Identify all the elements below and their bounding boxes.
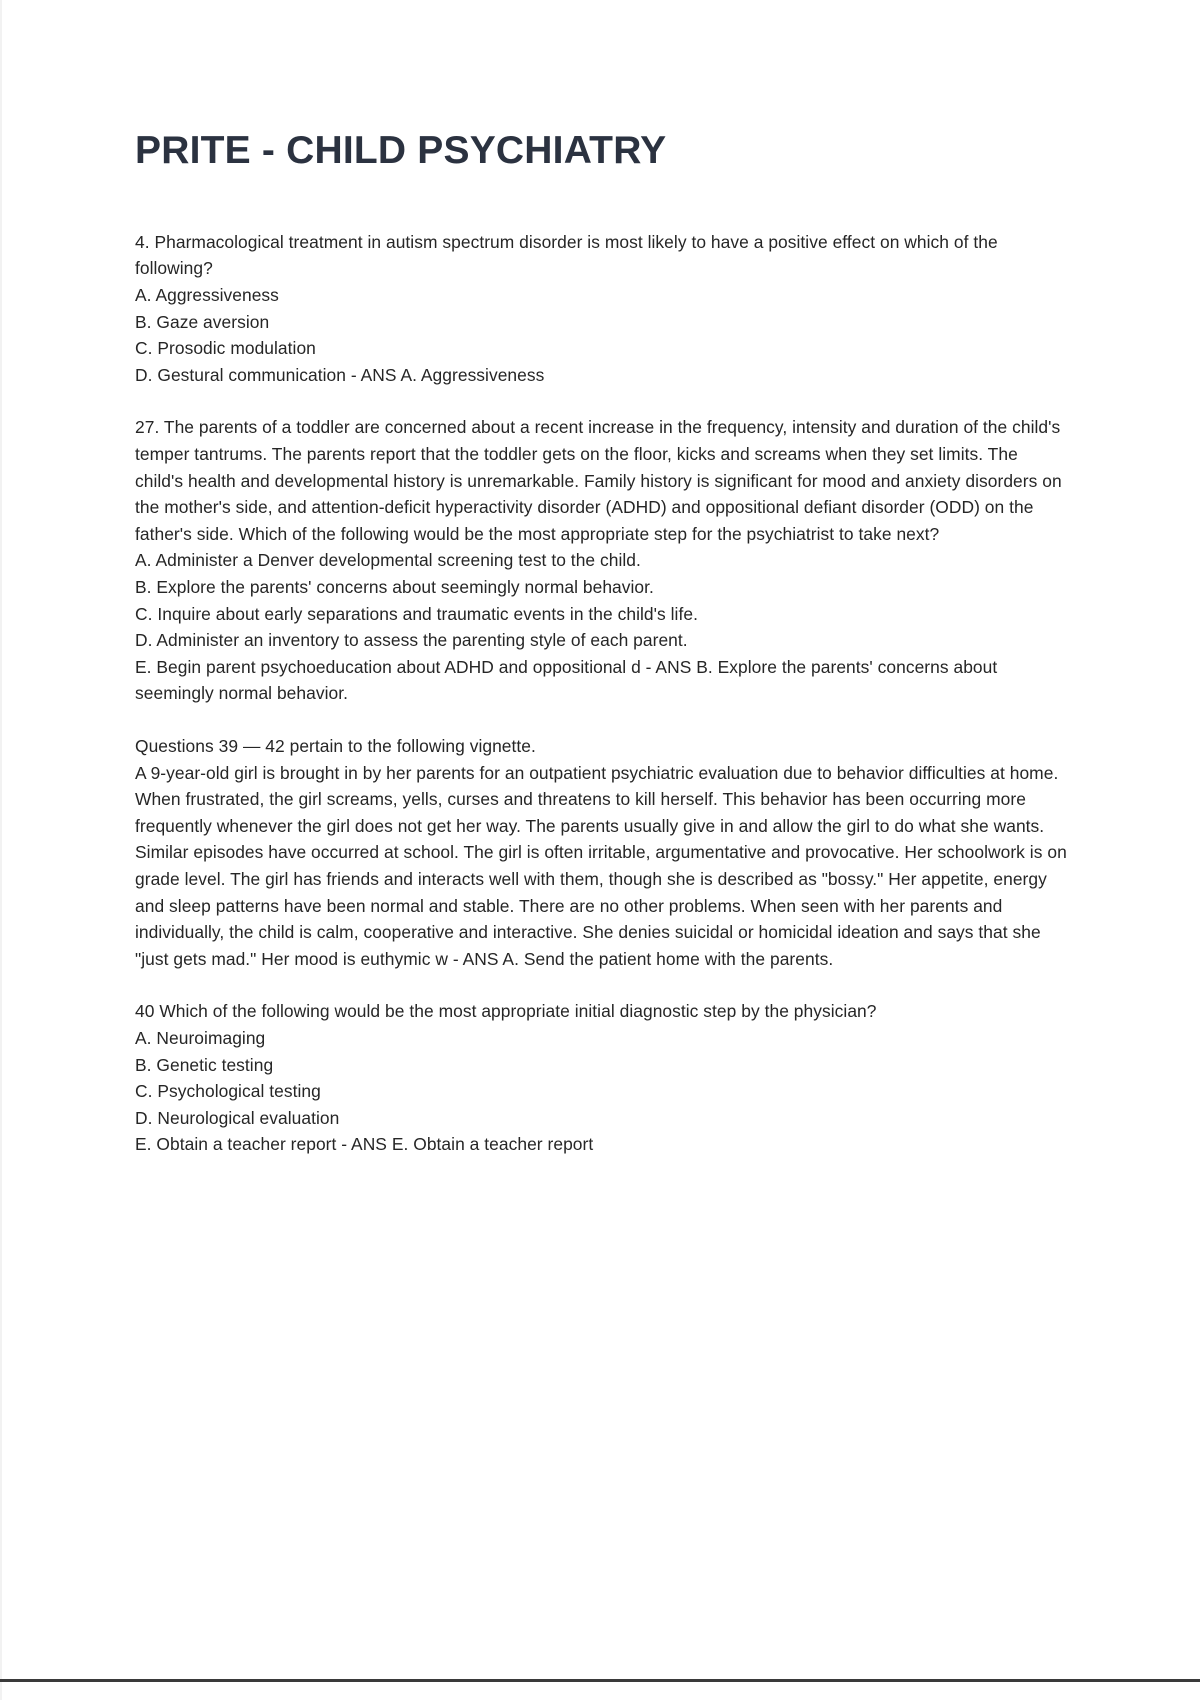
question-stem: 40 Which of the following would be the most appropriate initial diagnostic step by the physician? (135, 1001, 877, 1022)
answer-option-c: C. Inquire about early separations and traumatic events in the child's life. (135, 603, 698, 624)
vignette-block-39-42 (135, 733, 1070, 972)
answer-option-c: C. Psychological testing (135, 1081, 321, 1102)
answer-option-b: B. Gaze aversion (135, 311, 270, 332)
answer-option-a: A. Neuroimaging (135, 1027, 266, 1048)
question-stem: 27. The parents of a toddler are concerned about a recent increase in the frequency, intensity and duration of the child's temper tantrums. The parents report that the toddler gets on the floor, kicks and screams when they set limits. The child's health and developmental history is unremarkable. Family history is significant for mood and anxiety disorders on the mother's side, and attention-deficit hyperactivity disorder (ADHD) and oppositional defiant disorder (ODD) on the father's side. Which of the following would be the most appropriate step for the psychiatrist to take next? (135, 417, 1062, 544)
question-block-27 (135, 414, 1070, 707)
answer-option-b: B. Explore the parents' concerns about seemingly normal behavior. (135, 577, 654, 598)
question-block-40 (135, 998, 1070, 1158)
answer-option-e-with-answer: E. Obtain a teacher report - ANS E. Obtain a teacher report (135, 1134, 594, 1155)
answer-option-b: B. Genetic testing (135, 1054, 274, 1075)
question-stem: 4. Pharmacological treatment in autism spectrum disorder is most likely to have a positive effect on which of the following? (135, 231, 998, 279)
page-left-edge (0, 0, 2, 1700)
document-body (135, 229, 1070, 1158)
question-block-4 (135, 229, 1070, 389)
answer-option-a: A. Administer a Denver developmental screening test to the child. (135, 550, 641, 571)
answer-option-d-with-answer: D. Gestural communication - ANS A. Aggressiveness (135, 364, 545, 385)
answer-option-d: D. Administer an inventory to assess the parenting style of each parent. (135, 630, 688, 651)
answer-option-c: C. Prosodic modulation (135, 338, 316, 359)
vignette-text-with-answer: A 9-year-old girl is brought in by her parents for an outpatient psychiatric evaluation due to behavior difficulties at home. When frustrated, the girl screams, yells, curses and threatens to kill herself. This behavior has been occurring more frequently whenever the girl does not get her way. The parents usually give in and allow the girl to do what she wants. Similar episodes have occurred at school. The girl is often irritable, argumentative and provocative. Her schoolwork is on grade level. The girl has friends and interacts well with them, though she is described as "bossy." Her appetite, energy and sleep patterns have been normal and stable. There are no other problems. When seen with her parents and individually, the child is calm, cooperative and interactive. She denies suicidal or homicidal ideation and says that she "just gets mad." Her mood is euthymic w - ANS A. Send the patient home with the parents. (135, 762, 1067, 969)
vignette-heading: Questions 39 — 42 pertain to the following vignette. (135, 735, 536, 756)
answer-option-e-with-answer: E. Begin parent psychoeducation about ADHD and oppositional d - ANS B. Explore the parents' concerns about seemingly normal behavior. (135, 656, 998, 704)
answer-option-a: A. Aggressiveness (135, 285, 279, 306)
page-title: PRITE - CHILD PSYCHIATRY (135, 129, 667, 172)
page-footer-rule (0, 1679, 1200, 1682)
answer-option-d: D. Neurological evaluation (135, 1107, 340, 1128)
